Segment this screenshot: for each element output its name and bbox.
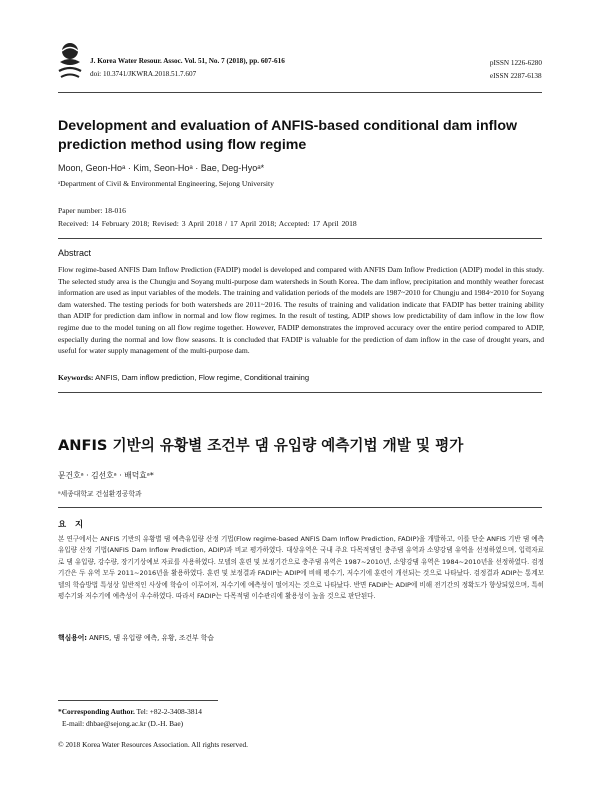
header-divider xyxy=(58,92,542,93)
keywords xyxy=(58,373,309,382)
eissn: eISSN 2287-6138 xyxy=(489,72,542,80)
korean-summary-text: 본 연구에서는 ANFIS 기반의 유황별 댐 예측유입량 산정 기법(Flow regime-based ANFIS Dam Inflow Prediction, FADIP)을 개발하고, 이를 단순 ANFIS 기반 댐 예측유입량 산정 기법(ANFIS Dam Inflow Prediction, ADIP)과 비교 평가하였다. 대상유역은 국내 주요 다목적댐인 충주댐 유역과 소양강댐 유역을 선정하였으며, 입력자료로 댐 유입량, 강수량, 장기기상예보 자료를 사용하였다. 모델의 훈련 및 보정기간으로 충주댐 유역은 1987~2010년, 소양강댐 유역은 1984~2010년을 선정하였다. 검정기간은 두 유역 모두 2011~2016년을 활용하였다. 훈련 및 보정결과 FADIP는 ADIP에 비해 평수기, 저수기에 훈련이 개선되는 것으로 나타났다. 검정결과 ADIP는 통계모델의 학습방법 특성상 일반적인 사상에 학습이 이루어져, 저수기에 예측성이 떨어지는 것으로 나타났다. 반면 FADIP는 ADIP에 비해 전기간의 정확도가 향상되었으며, 특히 평수기와 저수기에 예측성이 우수하였다. 따라서 FADIP는 다목적댐 이수관리에 활용성이 높을 것으로 판단된다. xyxy=(58,535,544,601)
korean-author-list: 문건호ᵃ · 김선호ᵃ · 배덕효ᵃ* xyxy=(58,471,154,480)
corresponding-tel: Tel: +82-2-3408-3814 xyxy=(136,707,202,716)
summary-divider xyxy=(58,507,542,508)
pissn: pISSN 1226-6280 xyxy=(489,59,542,67)
affiliation: ᵃDepartment of Civil & Environmental Engineering, Sejong University xyxy=(58,179,274,188)
abstract-heading: Abstract xyxy=(58,248,92,258)
doi: doi: 10.3741/JKWRA.2018.51.7.607 xyxy=(90,70,197,78)
copyright-notice: © 2018 Korea Water Resources Association. All rights reserved. xyxy=(58,740,249,749)
received-dates: Received: 14 February 2018; Revised: 3 April 2018 / 17 April 2018; Accepted: 17 April 2018 xyxy=(58,219,357,228)
abstract-text: Flow regime-based ANFIS Dam Inflow Prediction (FADIP) model is developed and compared with ANFIS Dam Inflow Prediction (ADIP) model in this study. The selected study area is the Chungju and Soyang multi-purpose dam watersheds in South Korea. The dam inflow, precipitation and monthly weather forecast information are used as input variables of the models. The training and validation periods of the models are 1987~2010 for Chungju and 1984~2010 for Soyang dam watershed. The testing periods for both watersheds are 2011~2016. The results of training and validation indicate that FADIP has better training ability than ADIP for prediction dam inflow in normal and low flow regimes. In the result of testing, ADIP shows low predictability of dam inflow in the low flow regime due to the model tuning on all flow regime together. However, FADIP demonstrates the improved accuracy over the entire period compared to ADIP, especially during the normal and low flow seasons. It is concluded that FADIP is valuable for the prediction of dam inflow in the case of drought years, and useful for water supply management of the multi-purpose dam. xyxy=(58,265,544,356)
corresponding-email: E-mail: dhbae@sejong.ac.kr (D.-H. Bae) xyxy=(62,718,184,728)
author-list: Moon, Geon-Hoᵃ · Kim, Seon-Hoᵃ · Bae, Deg-Hyoᵃ* xyxy=(58,163,265,173)
journal-citation: J. Korea Water Resour. Assoc. Vol. 51, No. 7 (2018), pp. 607-616 xyxy=(90,57,285,65)
corresponding-author-note xyxy=(58,706,202,729)
korean-keywords-label: 핵심용어: xyxy=(58,634,87,642)
abstract-divider xyxy=(58,238,542,239)
korean-summary-heading: 요 지 xyxy=(58,519,87,529)
article-title: Development and evaluation of ANFIS-based conditional dam inflow prediction method using flow regime xyxy=(58,118,518,153)
korean-keywords-value: ANFIS, 댐 유입량 예측, 유황, 조건부 학습 xyxy=(89,634,214,642)
footnote-divider xyxy=(58,700,218,701)
section-divider xyxy=(58,392,542,393)
corresponding-label: *Corresponding Author. xyxy=(58,707,135,716)
keywords-value: ANFIS, Dam inflow prediction, Flow regime, Conditional training xyxy=(95,373,310,382)
paper-number: Paper number: 18-016 xyxy=(58,206,126,215)
korean-affiliation: ᵃ세종대학교 건설환경공학과 xyxy=(58,490,142,498)
issn-block xyxy=(490,57,542,83)
korean-title: ANFIS 기반의 유황별 조건부 댐 유입량 예측기법 개발 및 평가 xyxy=(58,437,464,454)
journal-logo-icon xyxy=(57,42,83,82)
keywords-label: Keywords: xyxy=(58,373,94,382)
korean-keywords xyxy=(58,632,214,642)
